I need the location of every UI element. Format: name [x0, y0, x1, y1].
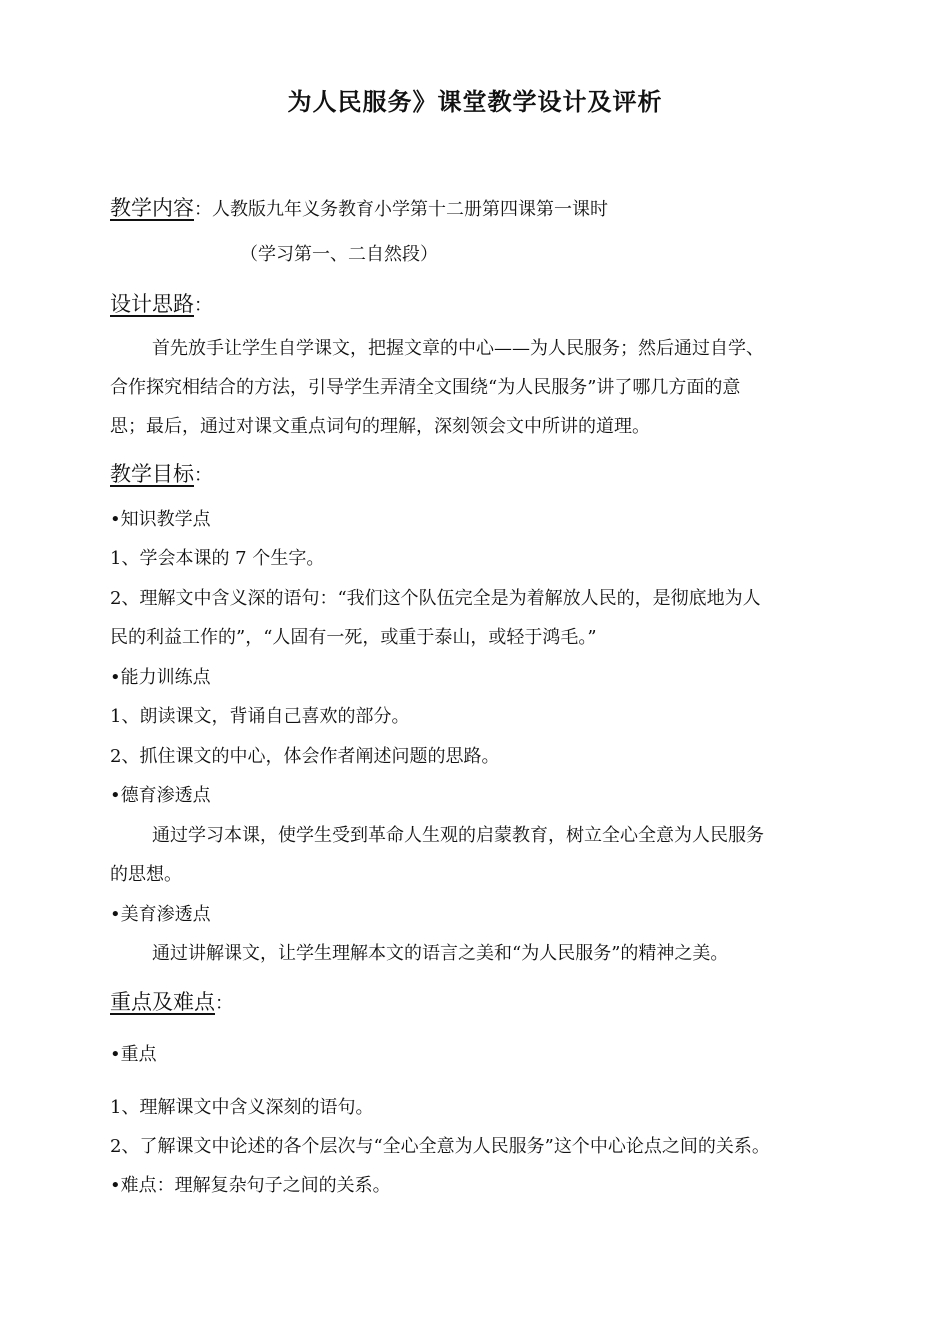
teaching-content-text: 人教版九年义务教育小学第十二册第四课第一课时	[212, 199, 608, 220]
aesthetic-line: 通过讲解课文，让学生理解本文的语言之美和“为人民服务”的精神之美。	[152, 943, 729, 964]
design-paragraph-line: 合作探究相结合的方法，引导学生弄清全文围绕“为人民服务”讲了哪几方面的意	[110, 377, 741, 398]
design-heading	[110, 288, 212, 318]
ability-title: •能力训练点	[110, 667, 211, 688]
goals-heading-text: 教学目标	[110, 462, 194, 486]
design-heading-colon: ：	[194, 295, 212, 316]
keypoints-heading	[110, 986, 233, 1016]
knowledge-title: •知识教学点	[110, 509, 211, 530]
teaching-content-subtext: （学习第一、二自然段）	[240, 244, 438, 265]
knowledge-item: 2、理解文中含义深的语句：“我们这个队伍完全是为着解放人民的，是彻底地为人	[110, 588, 761, 609]
ability-item: 2、抓住课文的中心，体会作者阐述问题的思路。	[110, 746, 500, 767]
knowledge-item: 1、学会本课的 7 个生字。	[110, 548, 325, 569]
teaching-content-line	[110, 192, 608, 222]
keypoints-heading-colon: ：	[215, 993, 233, 1014]
design-paragraph-line: 首先放手让学生自学课文，把握文章的中心——为人民服务；然后通过自学、	[152, 338, 764, 359]
keypoints-heading-text: 重点及难点	[110, 990, 215, 1014]
goals-heading	[110, 458, 212, 488]
key-item: 2、了解课文中论述的各个层次与“全心全意为人民服务”这个中心论点之间的关系。	[110, 1136, 770, 1157]
goals-heading-colon: ：	[194, 465, 212, 486]
teaching-content-colon: ：	[194, 199, 212, 220]
moral-title: •德育渗透点	[110, 785, 211, 806]
aesthetic-title: •美育渗透点	[110, 904, 211, 925]
design-heading-text: 设计思路	[110, 292, 194, 316]
design-paragraph-line: 思；最后，通过对课文重点词句的理解，深刻领会文中所讲的道理。	[110, 416, 650, 437]
document-title: 为人民服务》课堂教学设计及评析	[287, 88, 663, 116]
key-item: 1、理解课文中含义深刻的语句。	[110, 1097, 374, 1118]
moral-line: 通过学习本课，使学生受到革命人生观的启蒙教育，树立全心全意为人民服务	[152, 825, 764, 846]
teaching-content-label: 教学内容	[110, 196, 194, 220]
key-title: •重点	[110, 1044, 157, 1065]
difficulty-line: •难点：理解复杂句子之间的关系。	[110, 1175, 391, 1196]
moral-line: 的思想。	[110, 864, 182, 885]
ability-item: 1、朗读课文，背诵自己喜欢的部分。	[110, 706, 410, 727]
knowledge-item: 民的利益工作的”，“人固有一死，或重于泰山，或轻于鸿毛。”	[110, 627, 597, 648]
